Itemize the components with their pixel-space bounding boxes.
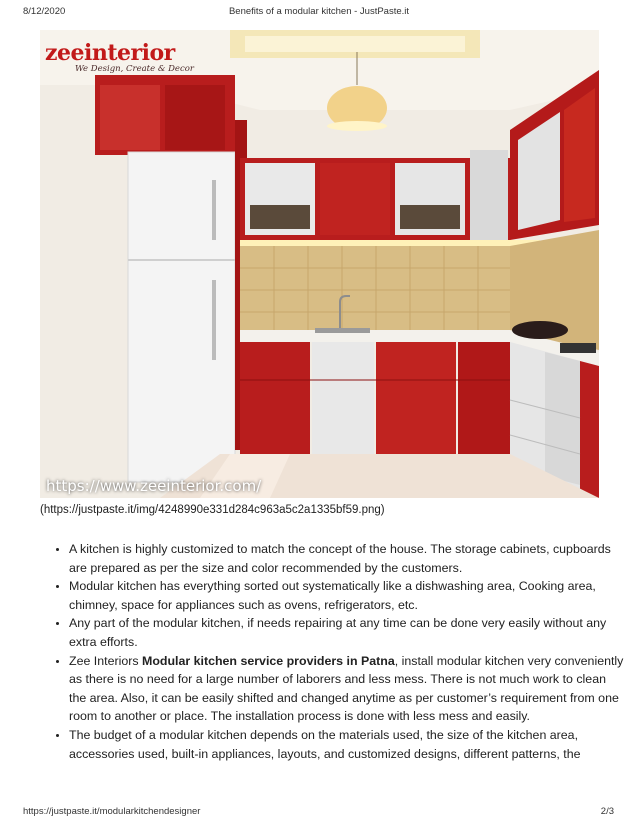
- kitchen-photo: [40, 30, 599, 498]
- print-page-title: Benefits of a modular kitchen - JustPaste.it: [228, 6, 410, 17]
- benefits-list: [52, 540, 625, 763]
- list-item: • Any part of the modular kitchen, if needs repairing at any time can be done very easily without any extra efforts.: [69, 614, 625, 651]
- list-item: [69, 652, 625, 726]
- service-link-text: Modular kitchen service providers in Patna: [142, 653, 395, 668]
- list-item-text: , install modular kitchen very conveniently as there is no need for a large number of laborers and less mess. There is not much work to clean the area. Also, it can be easily shifted and changed anytime as per customer’s requirement from one room to another or place. The installation process is done with less mess and easily.: [69, 653, 624, 724]
- list-item: • A kitchen is highly customized to match the concept of the house. The storage cabinets, cupboards are prepared as per the size and color recommended by the customers.: [69, 540, 625, 577]
- list-item-text: Zee Interiors: [69, 653, 142, 668]
- zeeinterior-logo: [45, 40, 194, 74]
- page-number: 2/3: [600, 806, 614, 817]
- image-watermark-url: https://www.zeeinterior.com/: [46, 477, 262, 495]
- kitchen-illustration: [40, 30, 599, 498]
- footer-url: https://justpaste.it/modularkitchendesigner: [23, 806, 201, 817]
- list-item: • Modular kitchen has everything sorted out systematically like a dishwashing area, Cooking area, chimney, space for appliances such as ovens, refrigerators, etc.: [69, 577, 625, 614]
- logo-tagline: We Design, Create & Decor: [75, 64, 194, 74]
- image-source-link[interactable]: (https://justpaste.it/img/4248990e331d284c963a5c2a1335bf59.png): [40, 504, 385, 516]
- print-date: 8/12/2020: [23, 6, 66, 17]
- logo-name: zeeinterior: [45, 40, 175, 66]
- list-item: • The budget of a modular kitchen depends on the materials used, the size of the kitchen area, accessories used, built-in appliances, layouts, and customized designs, different patterns, the: [69, 726, 625, 763]
